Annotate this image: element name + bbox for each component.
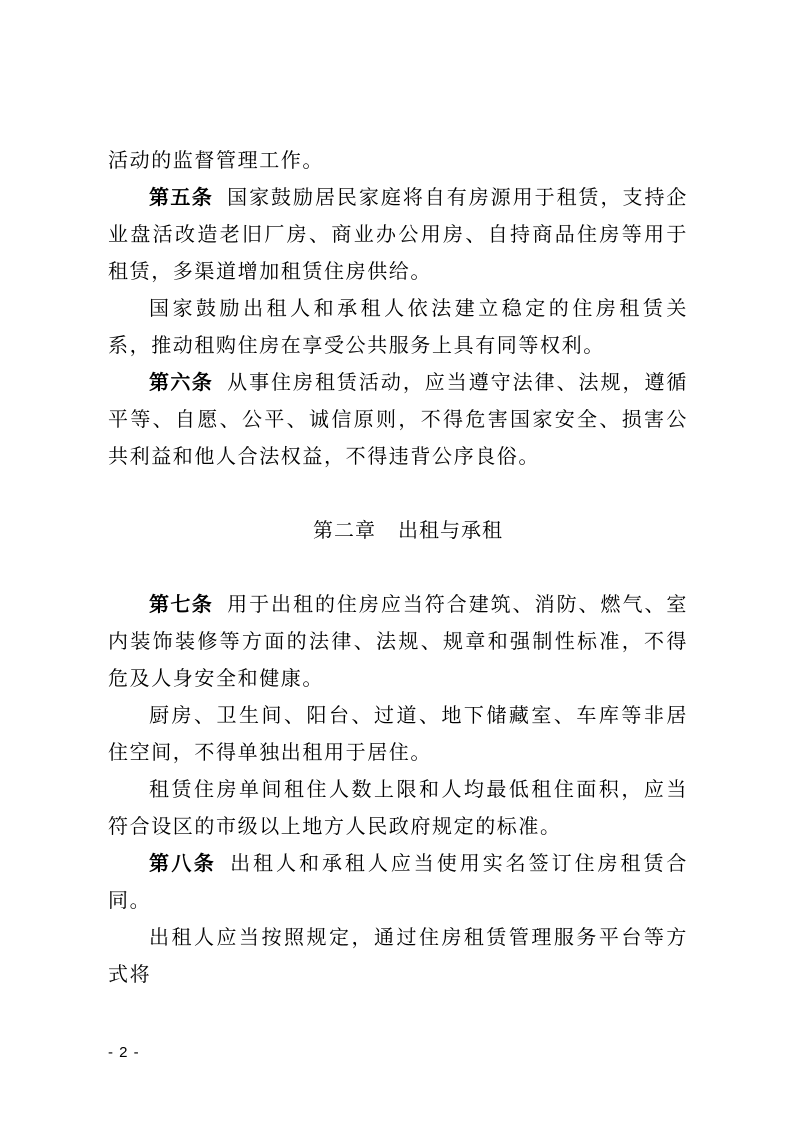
paragraph-text: 活动的监督管理工作。 — [108, 148, 324, 172]
paragraph-text: 国家鼓励出租人和承租人依法建立稳定的住房租赁关系，推动租购住房在享受公共服务上具有同等权利。 — [108, 296, 688, 357]
article-6 — [108, 364, 688, 475]
article-7-paragraph-3 — [108, 771, 688, 845]
article-8 — [108, 845, 688, 919]
paragraph-continuation — [108, 142, 688, 179]
article-label: 第七条 — [149, 592, 214, 616]
chapter-title: 出租与承租 — [398, 518, 503, 542]
article-label: 第六条 — [149, 370, 214, 394]
document-body — [108, 142, 688, 993]
article-text: 从事住房租赁活动，应当遵守法律、法规，遵循平等、自愿、公平、诚信原则，不得危害国家安全、损害公共利益和他人合法权益，不得违背公序良俗。 — [108, 370, 689, 468]
paragraph-text: 租赁住房单间租住人数上限和人均最低租住面积，应当符合设区的市级以上地方人民政府规定的标准。 — [108, 777, 688, 838]
article-7-paragraph-2 — [108, 697, 688, 771]
article-text: 出租人和承租人应当使用实名签订住房租赁合同。 — [108, 851, 689, 912]
article-label: 第五条 — [149, 185, 214, 209]
article-7 — [108, 586, 688, 697]
article-text: 国家鼓励居民家庭将自有房源用于租赁，支持企业盘活改造老旧厂房、商业办公用房、自持商品住房等用于租赁，多渠道增加租赁住房供给。 — [108, 185, 689, 283]
article-5-paragraph-2 — [108, 290, 688, 364]
page-number: - 2 - — [108, 1044, 140, 1061]
paragraph-text: 出租人应当按照规定，通过住房租赁管理服务平台等方式将 — [108, 925, 688, 986]
article-label: 第八条 — [149, 851, 217, 875]
article-5 — [108, 179, 688, 290]
article-8-paragraph-2 — [108, 919, 688, 993]
chapter-heading — [108, 512, 688, 549]
chapter-number: 第二章 — [313, 518, 376, 542]
article-text: 用于出租的住房应当符合建筑、消防、燃气、室内装饰装修等方面的法律、法规、规章和强制性标准，不得危及人身安全和健康。 — [108, 592, 689, 690]
paragraph-text: 厨房、卫生间、阳台、过道、地下储藏室、车库等非居住空间，不得单独出租用于居住。 — [108, 703, 688, 764]
